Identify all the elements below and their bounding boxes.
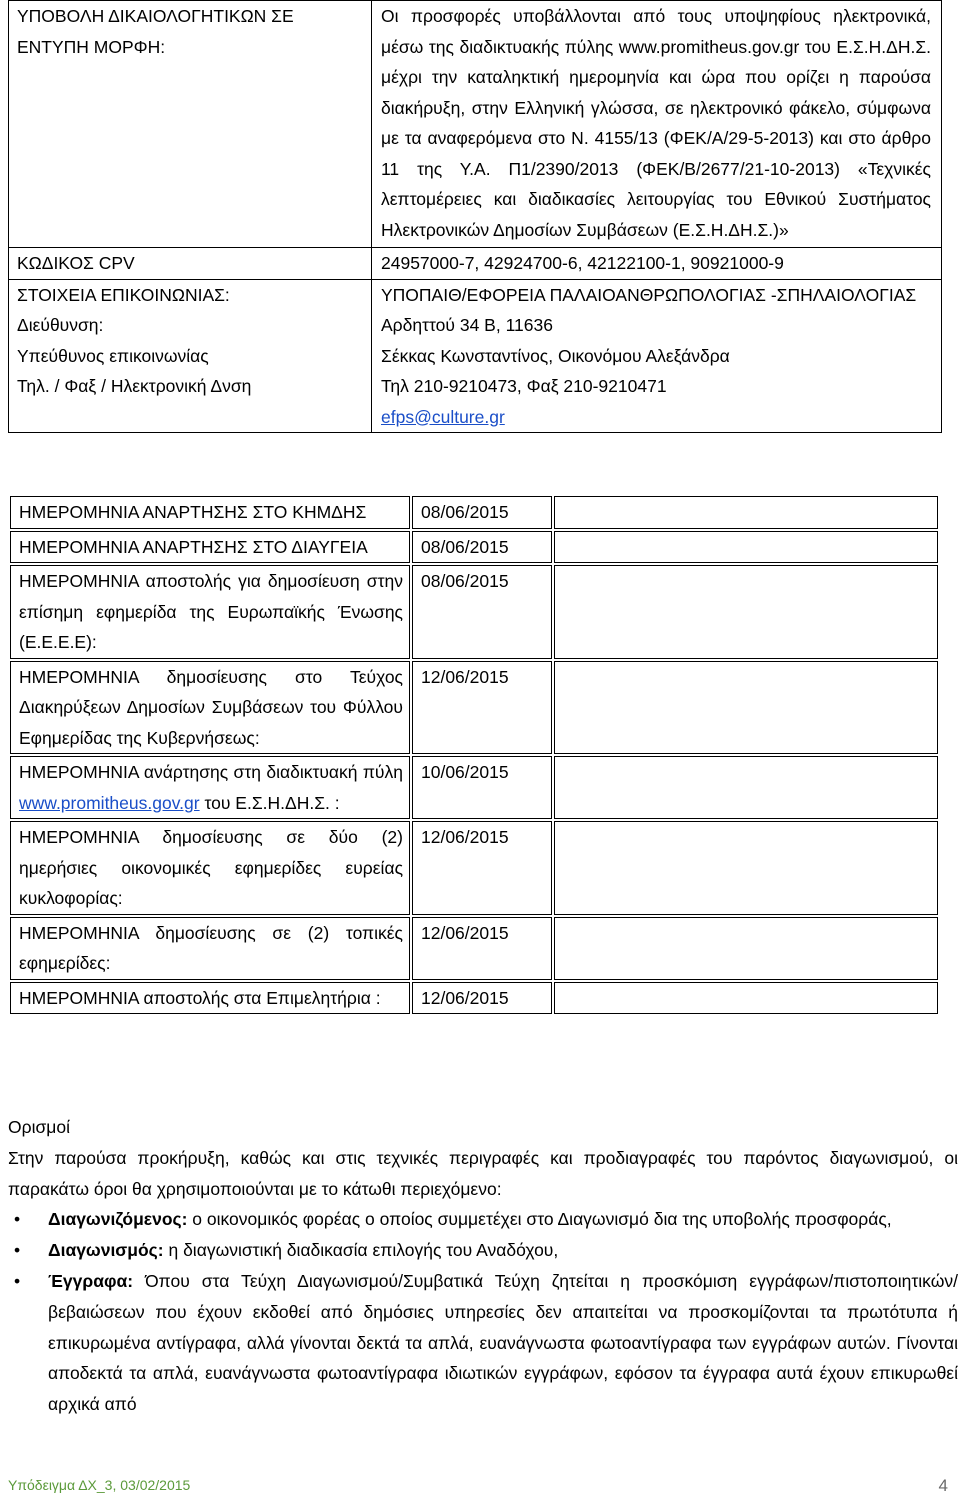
- definition-text: ο οικονομικός φορέας ο οποίος συμμετέχει στο Διαγωνισμό δια της υποβολής προσφοράς,: [187, 1209, 892, 1230]
- date-spacer-cell: [554, 756, 938, 819]
- definition-term: Έγγραφα:: [48, 1270, 134, 1291]
- phone-label: Τηλ. / Φαξ / Ηλεκτρονική Δνση: [17, 376, 252, 396]
- phone-value: Τηλ 210-9210473, Φαξ 210-9210471: [381, 376, 667, 396]
- date-value: 08/06/2015: [412, 496, 552, 529]
- address-value: Αρδηττού 34 Β, 11636: [381, 315, 553, 335]
- date-spacer-cell: [554, 917, 938, 980]
- contact-row: [9, 279, 942, 433]
- submission-label: ΥΠΟΒΟΛΗ ΔΙΚΑΙΟΛΟΓΗΤΙΚΩΝ ΣΕ ΕΝΤΥΠΗ ΜΟΡΦΗ:: [9, 1, 372, 248]
- bullet-icon: •: [14, 1270, 21, 1291]
- date-row: [10, 531, 938, 564]
- email-link[interactable]: efps@culture.gr: [381, 406, 505, 427]
- date-label: ΗΜΕΡΟΜΗΝΙΑ ΑΝΑΡΤΗΣΗΣ ΣΤΟ ΚΗΜΔΗΣ: [10, 496, 410, 529]
- definition-text: Όπου στα Τεύχη Διαγωνισμού/Συμβατικά Τεύχη ζητείται η προσκόμιση εγγράφων/πιστοποιητικών/βεβαιώσεων που έχουν εκδοθεί από δημόσιες υπηρεσίες δεν απαιτείται να προσκομίζονται τα πρωτότυπα ή επικυρωμένα αντίγραφα, αλλά γίνονται δεκτά τα απλά, ευανάγνωστα φωτοαντίγραφα των εγγράφων αυτών. Γίνονται αποδεκτά τα απλά, ευανάγνωστα φωτοαντίγραφα ιδιωτικών εγγράφων, εφόσον τα έγγραφα αυτά έχουν επικυρωθεί αρχικά από: [48, 1270, 958, 1415]
- tender-info-table: [8, 0, 942, 433]
- contact-value: ΥΠΟΠΑΙΘ/ΕΦΟΡΕΙΑ ΠΑΛΑΙΟΑΝΘΡΩΠΟΛΟΓΙΑΣ -ΣΠΗΛΑΙΟΛΟΓΙΑΣ: [381, 284, 917, 305]
- list-item: [8, 1235, 958, 1266]
- date-label: ΗΜΕΡΟΜΗΝΙΑ ΑΝΑΡΤΗΣΗΣ ΣΤΟ ΔΙΑΥΓΕΙΑ: [10, 531, 410, 564]
- footer-template-ref: Υπόδειγμα ΔΧ_3, 03/02/2015: [8, 1477, 191, 1493]
- date-value: 10/06/2015: [412, 756, 552, 819]
- bullet-icon: •: [14, 1209, 21, 1230]
- date-label: ΗΜΕΡΟΜΗΝΙΑ αποστολής στα Επιμελητήρια :: [10, 982, 410, 1015]
- date-spacer-cell: [554, 496, 938, 529]
- definition-term: Διαγωνισμός:: [48, 1240, 164, 1261]
- cpv-label: ΚΩΔΙΚΟΣ CPV: [9, 248, 372, 280]
- date-label-prefix: ΗΜΕΡΟΜΗΝΙΑ ανάρτησης στη διαδικτυακή πύλη: [19, 762, 403, 782]
- page-number: 4: [938, 1476, 948, 1495]
- contact-labels: [9, 279, 372, 433]
- submission-text: Οι προσφορές υποβάλλονται από τους υποψηφίους ηλεκτρονικά, μέσω της διαδικτυακής πύλης www.promitheus.gov.gr του Ε.Σ.Η.ΔΗ.Σ. μέχρι την καταληκτική ημερομηνία και ώρα που ορίζει η παρούσα διακήρυξη, στην Ελληνική γλώσσα, σε ηλεκτρονικό φάκελο, σύμφωνα με τα αναφερόμενα στο Ν. 4155/13 (ΦΕΚ/Α/29-5-2013) και στο άρθρο 11 της Υ.Α. Π1/2390/2013 (ΦΕΚ/Β/2677/21-10-2013) «Τεχνικές λεπτομέρειες και διαδικασίες λειτουργίας του Εθνικού Συστήματος Ηλεκτρονικών Δημοσίων Συμβάσεων (Ε.Σ.Η.ΔΗ.Σ.)»: [372, 1, 942, 248]
- address-label: Διεύθυνση:: [17, 315, 104, 335]
- date-row: [10, 982, 938, 1015]
- date-label: ΗΜΕΡΟΜΗΝΙΑ δημοσίευσης στο Τεύχος Διακηρύξεων Δημοσίων Συμβάσεων του Φύλλου Εφημερίδας της Κυβερνήσεως:: [10, 661, 410, 755]
- date-spacer-cell: [554, 821, 938, 915]
- date-row: [10, 496, 938, 529]
- bullet-icon: •: [14, 1240, 21, 1261]
- contact-label: ΣΤΟΙΧΕΙΑ ΕΠΙΚΟΙΝΩΝΙΑΣ:: [17, 284, 230, 305]
- date-row: [10, 821, 938, 915]
- date-value: 12/06/2015: [412, 917, 552, 980]
- responsible-value: Σέκκας Κωνσταντίνος, Οικονόμου Αλεξάνδρα: [381, 345, 730, 366]
- promitheus-link[interactable]: www.promitheus.gov.gr: [19, 792, 200, 813]
- cpv-row: [9, 248, 942, 280]
- date-spacer-cell: [554, 661, 938, 755]
- date-value: 12/06/2015: [412, 661, 552, 755]
- date-value: 12/06/2015: [412, 821, 552, 915]
- date-row: [10, 661, 938, 755]
- date-label: ΗΜΕΡΟΜΗΝΙΑ δημοσίευσης σε δύο (2) ημερήσιες οικονομικές εφημερίδες ευρείας κυκλοφορίας:: [10, 821, 410, 915]
- date-spacer-cell: [554, 982, 938, 1015]
- definitions-list: [8, 1204, 958, 1420]
- definitions-section: [8, 1112, 958, 1420]
- contact-values: [372, 279, 942, 433]
- date-row: [10, 565, 938, 659]
- list-item: [8, 1266, 958, 1420]
- date-value: 08/06/2015: [412, 531, 552, 564]
- date-label: ΗΜΕΡΟΜΗΝΙΑ αποστολής για δημοσίευση στην επίσημη εφημερίδα της Ευρωπαϊκής Ένωσης (Ε.Ε.Ε.Ε):: [10, 565, 410, 659]
- date-label: ΗΜΕΡΟΜΗΝΙΑ δημοσίευσης σε (2) τοπικές εφημερίδες:: [10, 917, 410, 980]
- date-spacer-cell: [554, 531, 938, 564]
- submission-row: [9, 1, 942, 248]
- date-row: [10, 917, 938, 980]
- date-label-with-link: [10, 756, 410, 819]
- list-item: [8, 1204, 958, 1235]
- date-value: 12/06/2015: [412, 982, 552, 1015]
- date-row: [10, 756, 938, 819]
- date-value: 08/06/2015: [412, 565, 552, 659]
- responsible-label: Υπεύθυνος επικοινωνίας: [17, 345, 209, 366]
- date-label-suffix: του Ε.Σ.Η.ΔΗ.Σ. :: [204, 792, 340, 813]
- definitions-heading: Ορισμοί: [8, 1117, 70, 1137]
- cpv-value: 24957000-7, 42924700-6, 42122100-1, 90921000-9: [372, 248, 942, 280]
- definition-text: η διαγωνιστική διαδικασία επιλογής του Αναδόχου,: [163, 1240, 559, 1261]
- definition-term: Διαγωνιζόμενος:: [48, 1209, 188, 1230]
- definitions-intro: Στην παρούσα προκήρυξη, καθώς και στις τεχνικές περιγραφές και προδιαγραφές του παρόντος διαγωνισμού, οι παρακάτω όροι θα χρησιμοποιούνται με το κάτωθι περιεχόμενο:: [8, 1147, 958, 1199]
- date-spacer-cell: [554, 565, 938, 659]
- dates-table: [8, 494, 940, 1016]
